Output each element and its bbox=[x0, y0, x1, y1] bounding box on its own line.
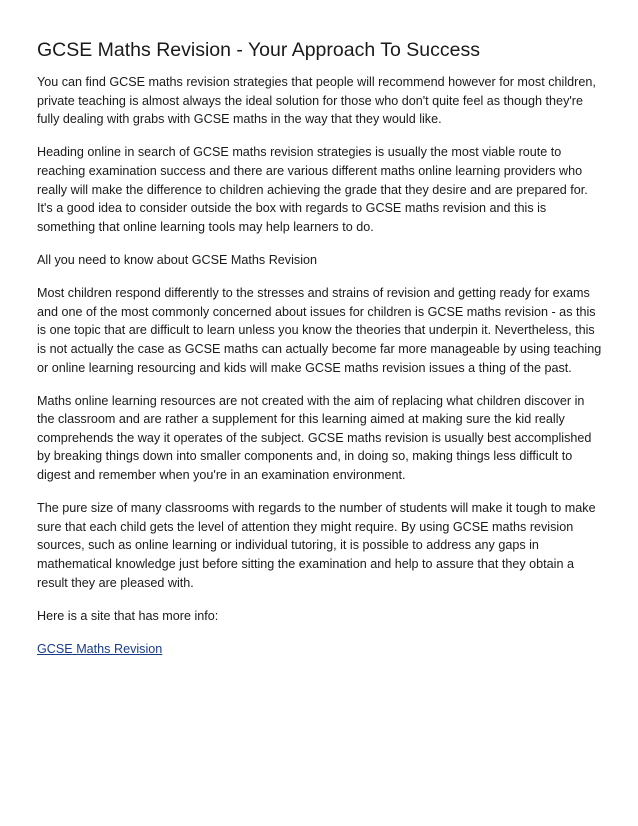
paragraph-classroom-size: The pure size of many classrooms with regards to the number of students will make it tough to make sure that each child gets the level of attention they might require. By using GCSE maths revision sources, such as online learning or individual tutoring, it is possible to address any gaps in mathematical knowledge just before sitting the examination and help to assure that they obtain a result they are pleased with. bbox=[37, 501, 596, 590]
paragraph-heading-online: Heading online in search of GCSE maths revision strategies is usually the most viable route to reaching examination success and there are various different maths online learning providers who really will make the difference to children achieving the grade that they desire and are prepared for. It's a good idea to consider outside the box with regards to GCSE maths revision and this is something that online learning tools may help learners to do. bbox=[37, 145, 588, 234]
paragraph-online-resources: Maths online learning resources are not created with the aim of replacing what children discover in the classroom and are rather a supplement for this learning aimed at making sure the kid really comprehends the way it operates of the subject. GCSE maths revision is usually best accomplished by breaking things down into smaller components and, in doing so, making things less difficult to digest and remember when you're in an examination environment. bbox=[37, 393, 592, 483]
paragraph-intro: You can find GCSE maths revision strategies that people will recommend however for most children, private teaching is almost always the ideal solution for those who don't quite feel as though they're fully dealing with grabs with GCSE maths in the way that they would like. bbox=[37, 75, 596, 127]
document-page bbox=[37, 38, 605, 659]
gcse-maths-revision-link[interactable]: GCSE Maths Revision bbox=[37, 642, 163, 656]
paragraph-more-info: Here is a site that has more info: bbox=[37, 608, 219, 623]
paragraph-children-respond: Most children respond differently to the stresses and strains of revision and getting ready for exams and one of the most commonly concerned about issues for children is GCSE maths revision - as this is one topic that are difficult to learn unless you know the theories that underpin it. Nevertheless, this is not actually the case as GCSE maths can actually become far more manageable by using teaching or online learning resourcing and kids will make GCSE maths revision issues a thing of the past. bbox=[37, 286, 602, 375]
document-title: GCSE Maths Revision - Your Approach To Success bbox=[37, 39, 480, 61]
paragraph-subheading: All you need to know about GCSE Maths Revision bbox=[37, 252, 318, 267]
